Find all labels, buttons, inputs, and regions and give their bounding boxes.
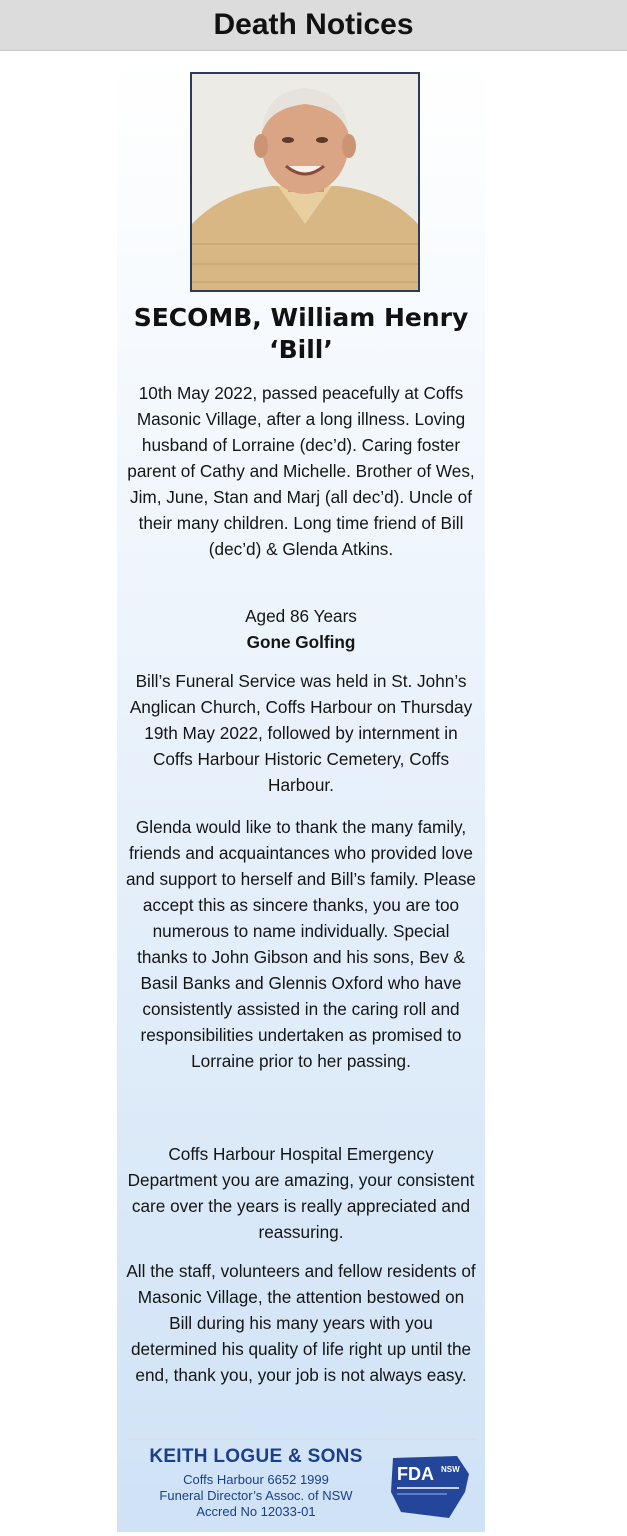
notice-paragraph-5: All the staff, volunteers and fellow residents of Masonic Village, the attention bestowed on Bill during his many years with you determined his quality of life right up until the end, thank you, your job is not always easy. — [126, 1261, 476, 1385]
epitaph-line: Gone Golfing — [246, 632, 356, 652]
funeral-director-block — [127, 1438, 477, 1530]
notice-paragraph-2: Bill’s Funeral Service was held in St. John’s Anglican Church, Coffs Harbour on Thursday 19th May 2022, followed by internment in Coffs Harbour Historic Cemetery, Coffs Harbour. — [129, 671, 473, 795]
notice-paragraph-1: 10th May 2022, passed peacefully at Coffs Masonic Village, after a long illness. Loving husband of Lorraine (dec’d). Caring foster parent of Cathy and Michelle. Brother of Wes, Jim, June, Stan and Marj (all dec’d). Uncle of their many children. Long time friend of Bill (dec’d) & Glenda Atkins. — [127, 383, 475, 559]
death-notice-panel — [117, 58, 485, 1532]
section-title: Death Notices — [213, 8, 414, 41]
deceased-full-name: SECOMB, William Henry — [133, 303, 469, 332]
fda-logo-text: FDA — [397, 1464, 434, 1484]
age-line: Aged 86 Years — [245, 606, 357, 626]
fda-logo-subtext: NSW — [441, 1465, 460, 1474]
funeral-director-assoc: Funeral Director’s Assoc. of NSW — [159, 1488, 353, 1503]
section-header — [0, 0, 627, 51]
deceased-nickname: ‘Bill’ — [269, 335, 333, 364]
notice-paragraph-3: Glenda would like to thank the many family, friends and acquaintances who provided love and support to herself and Bill’s family. Please accept this as sincere thanks, you are too numerous to name individually. Special thanks to John Gibson and his sons, Bev & Basil Banks and Glennis Oxford who have consistently assisted in the caring roll and responsibilities undertaken as promised to Lorraine prior to her passing. — [126, 817, 476, 1071]
funeral-director-accreditation: Accred No 12033-01 — [196, 1504, 316, 1519]
portrait-photo — [190, 72, 420, 292]
portrait-illustration — [192, 74, 418, 290]
funeral-director-phone: Coffs Harbour 6652 1999 — [183, 1472, 329, 1487]
deceased-name — [117, 302, 485, 366]
notice-paragraph-4: Coffs Harbour Hospital Emergency Department you are amazing, your consistent care over the years is really appreciated and reassuring. — [127, 1144, 475, 1242]
fda-nsw-logo — [387, 1452, 473, 1522]
funeral-director-name: KEITH LOGUE & SONS — [149, 1446, 363, 1467]
